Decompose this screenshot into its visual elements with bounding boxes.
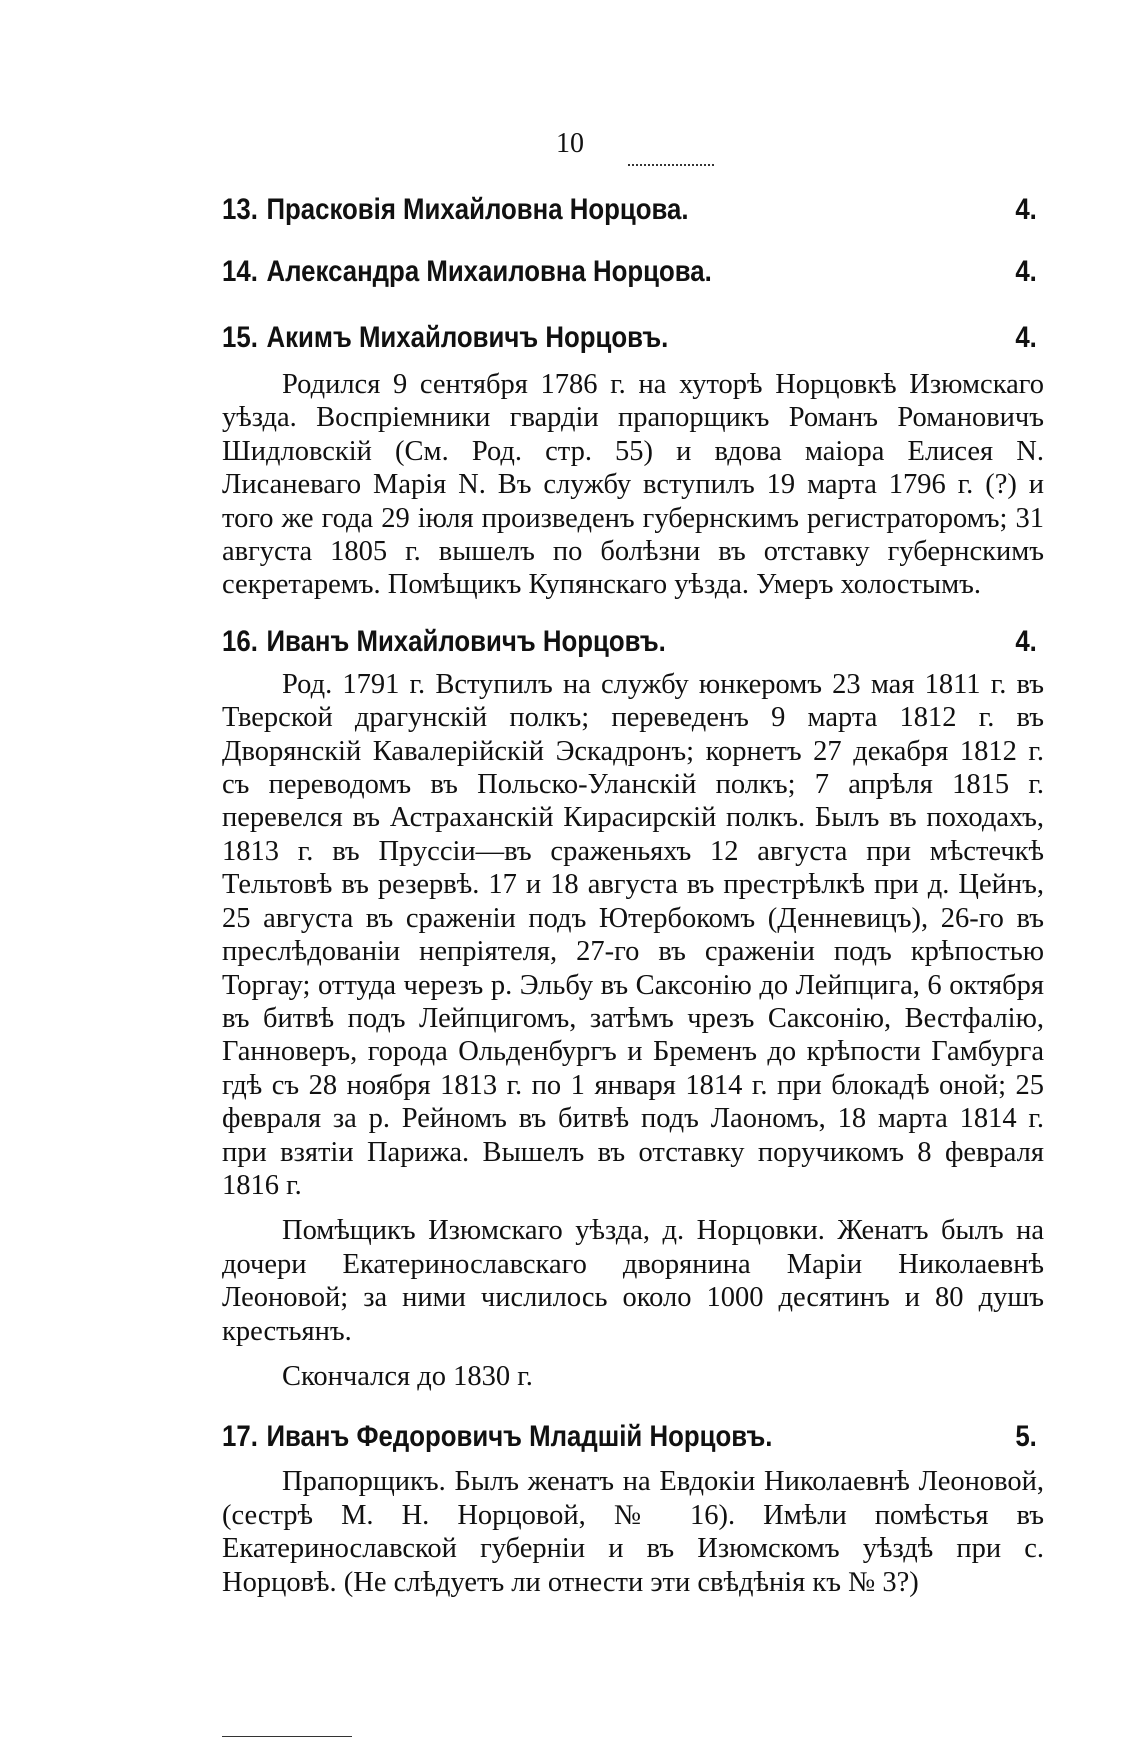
page-number-ornament — [628, 164, 714, 166]
entry-body — [222, 668, 1044, 1394]
page-number: 10 — [556, 128, 584, 159]
entry-generation: 5. — [1015, 1420, 1037, 1454]
entry-17 — [222, 1417, 1044, 1599]
entry-14 — [222, 252, 1044, 292]
entry-paragraph: Прапорщикъ. Былъ женатъ на Евдокіи Николаевнѣ Леоновой, (сестрѣ М. Н. Норцовой, № 16). Имѣли помѣстья въ Екатеринославской губерніи и въ Изюмскомъ уѣздѣ при с. Норцовѣ. (Не слѣдуетъ ли отнести эти свѣдѣнія къ № 3?) — [222, 1466, 1044, 1598]
entry-heading — [222, 252, 1042, 292]
entry-generation: 4. — [1015, 255, 1037, 288]
entry-16 — [222, 622, 1044, 1394]
entry-number: 14. — [222, 255, 258, 288]
entry-heading — [222, 622, 1042, 662]
bottom-rule — [222, 1736, 352, 1737]
entry-15 — [222, 318, 1044, 602]
entry-body — [222, 1465, 1044, 1599]
page-content — [222, 190, 1044, 1599]
entry-heading — [222, 1417, 1042, 1457]
entry-generation: 4. — [1015, 624, 1037, 658]
entry-number: 17. — [222, 1420, 258, 1454]
entry-name: Иванъ Федоровичъ Младшій Норцовъ. — [266, 1420, 773, 1454]
entry-name: Иванъ Михайловичъ Норцовъ. — [266, 624, 666, 658]
entry-paragraph: Род. 1791 г. Вступилъ на службу юнкеромъ 23 мая 1811 г. въ Тверской драгунскій полкъ; переведенъ 9 марта 1812 г. въ Дворянскій Кавалерійскій Эскадронъ; корнетъ 27 декабря 1812 г. съ переводомъ въ Польско-Уланскій полкъ; 7 апрѣля 1815 г. перевелся въ Астраханскій Кирасирскій полкъ. Былъ въ походахъ, 1813 г. въ Пруссіи—въ сраженьяхъ 12 августа при мѣстечкѣ Тельтовѣ въ резервѣ. 17 и 18 августа въ престрѣлкѣ при д. Цейнъ, 25 августа въ сраженіи подъ Ютербокомъ (Денневицъ), 26-го въ преслѣдованіи непріятеля, 27-го въ сраженіи подъ крѣпостью Торгау; оттуда черезъ р. Эльбу въ Саксонію до Лейпцига, 6 октября въ битвѣ подъ Лейпцигомъ, затѣмъ чрезъ Саксонію, Вестфалію, Ганноверъ, города Ольденбургъ и Бременъ до крѣпости Гамбурга гдѣ съ 28 ноября 1813 г. по 1 января 1814 г. при блокадѣ оной; 25 февраля за р. Рейномъ въ битвѣ подъ Лаономъ, 18 марта 1814 г. при взятіи Парижа. Вышелъ въ отставку поручикомъ 8 февраля 1816 г. — [222, 668, 1044, 1201]
entry-13 — [222, 190, 1044, 230]
entry-paragraph: Скончался до 1830 г. — [282, 1360, 533, 1392]
entry-generation: 4. — [1015, 193, 1037, 226]
entry-heading — [222, 190, 1042, 230]
entry-body — [222, 368, 1044, 602]
entry-number: 13. — [222, 193, 258, 226]
entry-name: Акимъ Михайловичъ Норцовъ. — [266, 321, 669, 354]
entry-generation: 4. — [1015, 321, 1037, 354]
entry-number: 16. — [222, 624, 258, 658]
entry-number: 15. — [222, 321, 258, 354]
entry-heading — [222, 318, 1042, 358]
entry-paragraph: Помѣщикъ Изюмскаго уѣзда, д. Норцовки. Женатъ былъ на дочери Екатеринославскаго дворянина Маріи Николаевнѣ Леоновой; за ними числилось около 1000 десятинъ и 80 душъ крестьянъ. — [222, 1215, 1044, 1347]
entry-paragraph: Родился 9 сентября 1786 г. на хуторѣ Норцовкѣ Изюмскаго уѣзда. Воспріемники гвардіи прапорщикъ Романъ Романовичъ Шидловскій (См. Род. стр. 55) и вдова маіора Елисея N. Лисаневаго Марія N. Въ службу вступилъ 19 марта 1796 г. (?) и того же года 29 іюля произведенъ губернскимъ регистраторомъ; 31 августа 1805 г. вышелъ по болѣзни въ отставку губернскимъ секретаремъ. Помѣщикъ Купянскаго уѣзда. Умеръ холостымъ. — [222, 369, 1044, 601]
entry-name: Прасковія Михайловна Норцова. — [266, 193, 689, 226]
entry-name: Александра Михаиловна Норцова. — [266, 255, 712, 288]
